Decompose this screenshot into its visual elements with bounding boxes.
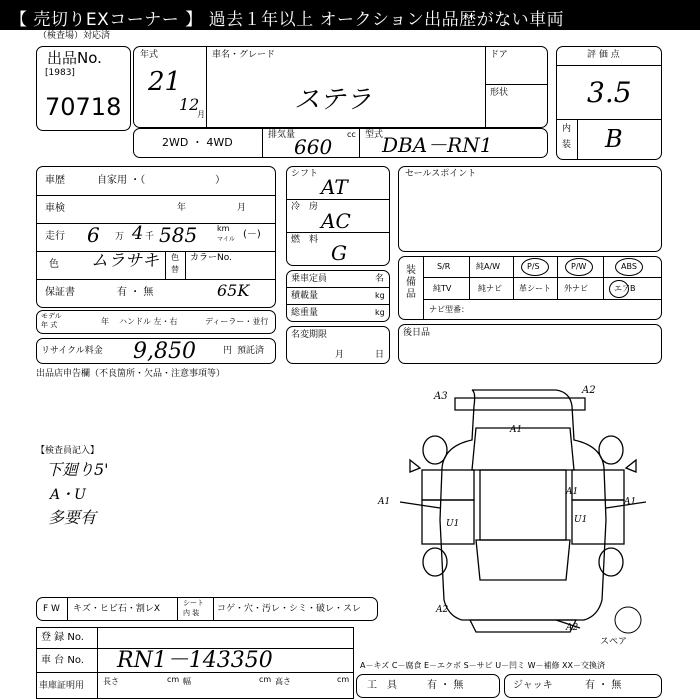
mileage-unit-km: km — [217, 224, 230, 233]
cert-width-unit: cm — [259, 675, 272, 684]
wheel-front-right — [599, 436, 623, 464]
inspection-label: 車検 — [45, 203, 65, 214]
recycle-unit: 円 — [223, 346, 233, 356]
recycle-label: リサイクル料金 — [41, 346, 103, 356]
equip-navi-model: ナビ型番： — [429, 305, 469, 314]
fuel-label-1: 燃 — [291, 235, 301, 245]
wheel-front-left — [423, 436, 447, 464]
cert-height-unit: cm — [337, 675, 350, 684]
shift-label: シフト — [291, 169, 319, 179]
warranty-value: 有 ・ 無 — [117, 287, 154, 298]
equip-leather: 革シート — [519, 284, 551, 293]
interior-label-1: 内 — [562, 124, 572, 134]
chassis-value: RN1－143350 — [117, 648, 273, 673]
diag-label-a1-left: A1 — [378, 497, 391, 507]
hood — [472, 425, 574, 470]
mileage-sen: 4 — [132, 223, 144, 244]
dealer-text: ディーラー・並行 — [205, 317, 269, 326]
inspection-year-unit: 年 — [177, 203, 187, 213]
gross-label: 総重量 — [291, 308, 319, 318]
warranty-label: 保証書 — [45, 287, 75, 298]
doors-label: ドア — [490, 50, 508, 60]
fuel-label-2: 料 — [309, 235, 319, 245]
equip-ext-navi: 外ナビ — [564, 284, 588, 293]
registration-box — [36, 627, 354, 699]
jack-value: 有 ・ 無 — [585, 680, 622, 691]
year-value: 21 — [148, 67, 182, 97]
cert-length-unit: cm — [167, 675, 180, 684]
inspection-month-unit: 月 — [237, 203, 247, 213]
month-value: 12 — [179, 95, 200, 114]
wheel-rear-left — [423, 548, 447, 576]
color-label: 色 — [49, 259, 59, 270]
spare-tire-icon — [615, 607, 641, 633]
recycle-note: 預託済 — [237, 346, 265, 356]
history-label: 車歴 — [45, 175, 65, 186]
diag-label-a1-right: A1 — [566, 487, 579, 497]
drive-type: 2WD ・ 4WD — [162, 136, 233, 149]
diag-label-a1-far-right: A1 — [624, 497, 637, 507]
diag-label-u1-right: U1 — [574, 515, 588, 525]
cert-length: 長さ — [103, 677, 119, 686]
model-value: DBA－RN1 — [382, 133, 493, 157]
defects-text-1: キズ・ヒビ石・割レX — [73, 604, 160, 614]
year-label: 年式 — [140, 50, 159, 60]
mileage-man-unit: 万 — [115, 232, 125, 242]
gross-unit: kg — [375, 308, 385, 317]
cert-width: 幅 — [183, 677, 191, 686]
defects-row — [36, 597, 378, 621]
fuel-value: G — [331, 241, 347, 265]
trunk — [476, 540, 570, 580]
model-year-label-2: 年 式 — [41, 321, 58, 329]
lot-sub: [1983] — [45, 68, 75, 78]
aircon-label-1: 冷 — [291, 202, 301, 212]
tools-value: 有 ・ 無 — [427, 680, 464, 691]
inspector-line-1: 下廻り5' — [46, 460, 109, 479]
diag-label-u1-left: U1 — [446, 519, 460, 529]
equipment-label: 装 備 品 — [406, 265, 416, 300]
lot-number: 70718 — [45, 93, 122, 121]
jack-label: ジャッキ — [513, 680, 553, 691]
mileage-label: 走行 — [45, 231, 65, 242]
roof — [480, 470, 566, 540]
equip-sr: S/R — [437, 262, 451, 271]
rear-seat-label: 後日品 — [403, 328, 431, 338]
diag-label-a1-hood: A1 — [510, 425, 523, 435]
cert-height: 高さ — [275, 677, 291, 686]
repaint-label-2: 替 — [171, 265, 179, 274]
jack-box — [504, 674, 662, 698]
aircon-label-2: 房 — [309, 202, 319, 212]
tools-label: 工 具 — [367, 680, 397, 691]
equip-airbag: エアB — [614, 284, 636, 293]
aircon-value: AC — [321, 209, 351, 233]
first-reg-label: 名変期限 — [291, 330, 328, 340]
history-value: 自家用 ・（ ） — [97, 175, 226, 186]
defects-text-2: コゲ・穴・汚レ・シミ・破レ・スレ — [217, 604, 362, 614]
model-year-label-1: モデル — [41, 312, 62, 320]
recycle-value: 9,850 — [133, 339, 196, 364]
diag-label-a3: A3 — [434, 391, 448, 402]
name-value: ステラ — [294, 85, 372, 115]
first-reg-month: 月 — [335, 350, 345, 360]
mileage-man: 6 — [87, 223, 100, 247]
tools-box — [356, 674, 500, 698]
seat-label-2: 内 装 — [183, 609, 200, 617]
displacement-value: 660 — [294, 135, 333, 159]
equip-ps: P/S — [527, 262, 540, 271]
equip-navi: 純ナビ — [478, 284, 502, 293]
diag-label-a2-rear: A2 — [566, 623, 579, 633]
defect-legend: A－キズ C－腐食 E－エクボ S－サビ U－凹ミ W－補修 XX－交換済 — [360, 661, 606, 670]
shape-label: 形状 — [490, 88, 509, 98]
inspector-line-2: A・U — [50, 487, 86, 503]
equip-pw: P/W — [571, 262, 587, 271]
interior-label-2: 装 — [562, 140, 572, 150]
warranty-note: 65K — [217, 281, 250, 300]
repaint-label-1: 色 — [171, 253, 179, 262]
model-year-unit: 年 — [101, 317, 109, 326]
color-no-label: カラーNo. — [190, 253, 232, 263]
interior-value: B — [605, 125, 623, 153]
cert-label: 車庫証明用 — [39, 681, 85, 691]
spare-label: スペア — [600, 637, 628, 647]
header-note: （検査場）対応済 — [38, 31, 111, 41]
mileage-paren: (－) — [243, 229, 261, 240]
first-reg-day: 日 — [375, 350, 385, 360]
score-label: 評 価 点 — [587, 50, 620, 60]
sales-point-label: セールスポイント — [405, 169, 477, 179]
equip-tv: 純TV — [433, 284, 452, 293]
displacement-label: 排気量 — [268, 130, 296, 140]
name-label: 車名・グレード — [212, 50, 276, 60]
seat-label-1: シート — [183, 599, 204, 607]
registration-label: 登 録 No. — [41, 632, 84, 643]
load-label: 積載量 — [291, 291, 319, 301]
equip-abs: ABS — [621, 262, 637, 271]
mileage-unit-mile: マイル — [217, 236, 235, 243]
score-value: 3.5 — [587, 76, 632, 109]
color-value: ムラサキ — [91, 251, 159, 271]
remarks-label: 出品店申告欄（不良箇所・欠品・注意事項等） — [36, 369, 226, 379]
fw-label: F W — [43, 604, 60, 614]
auction-banner: 【 売切りEXコーナー 】 過去１年以上 オークション出品歴がない車両 — [0, 0, 700, 30]
diag-label-a2-top: A2 — [582, 385, 596, 396]
inspector-label: 【検査員記入】 — [36, 446, 100, 456]
right-front-door — [572, 470, 624, 500]
mileage-rest: 585 — [159, 223, 198, 247]
lot-label: 出品No. — [47, 49, 102, 67]
wheel-rear-right — [599, 548, 623, 576]
equip-alloy: 純A/W — [476, 262, 501, 271]
shift-value: AT — [321, 175, 348, 199]
mileage-sen-unit: 千 — [145, 232, 155, 242]
capacity-label: 乗車定員 — [291, 274, 328, 284]
chassis-label: 車 台 No. — [41, 655, 84, 666]
car-outline — [440, 390, 606, 620]
displacement-unit: cc — [347, 130, 356, 139]
month-unit: 月 — [197, 110, 205, 119]
handle-text: ハンドル 左・右 — [119, 317, 178, 326]
inspector-line-3: 多要有 — [48, 508, 97, 527]
load-unit: kg — [375, 291, 385, 300]
diag-label-a2-left-rear: A2 — [436, 605, 449, 615]
left-front-door — [422, 470, 474, 500]
model-label: 型式 — [365, 130, 384, 140]
capacity-unit: 名 — [375, 274, 385, 284]
